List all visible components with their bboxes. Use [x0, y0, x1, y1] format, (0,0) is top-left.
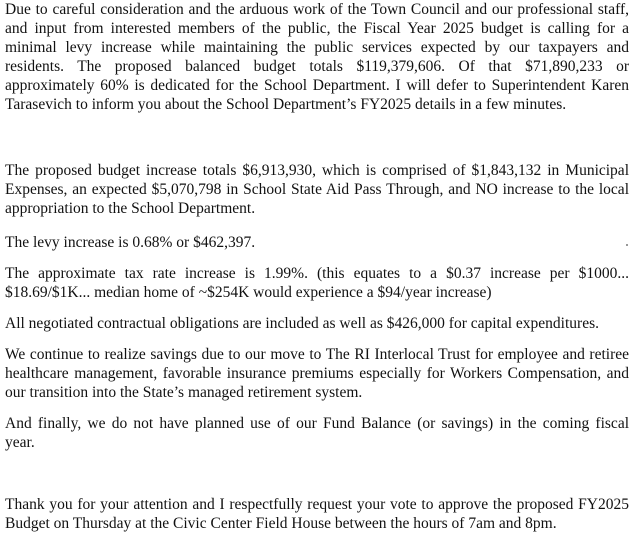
paragraph-contractual-obligations — [5, 314, 629, 333]
text-line: our transition into the State’s managed retirement system. — [5, 384, 363, 401]
text-line: Tarasevich to inform you about the School Department’s FY2025 details in a few minutes. — [5, 96, 567, 113]
text-line: And finally, we do not have planned use of our Fund Balance (or savings) in the coming fiscal — [5, 415, 629, 432]
paragraph-budget-overview — [5, 0, 629, 114]
text-line: Expenses, an expected $5,070,798 in School State Aid Pass Through, and NO increase to the local — [5, 181, 629, 198]
text-line: year. — [5, 434, 35, 451]
paragraph-tax-rate — [5, 264, 629, 302]
text-line: The proposed budget increase totals $6,913,930, which is comprised of $1,843,132 in Municipal — [5, 162, 629, 179]
paragraph-levy-increase — [5, 233, 629, 252]
text-line: All negotiated contractual obligations are included as well as $426,000 for capital expenditures. — [5, 315, 599, 332]
text-line: Due to careful consideration and the arduous work of the Town Council and our professional staff, — [5, 1, 629, 18]
text-line: The approximate tax rate increase is 1.99%. (this equates to a $0.37 increase per $1000... — [5, 265, 629, 282]
paragraph-savings — [5, 345, 629, 402]
scan-speck — [626, 244, 628, 246]
text-line: The levy increase is 0.68% or $462,397. — [5, 234, 256, 251]
text-line: healthcare management, favorable insurance premiums especially for Workers Compensation, and — [5, 365, 629, 382]
text-line: $18.69/$1K... median home of ~$254K would experience a $94/year increase) — [5, 284, 492, 301]
text-line: approximately 60% is dedicated for the School Department. I will defer to Superintendent Karen — [5, 77, 629, 94]
text-line: and input from interested members of the public, the Fiscal Year 2025 budget is calling for a — [5, 20, 629, 37]
paragraph-budget-increase — [5, 161, 629, 218]
text-line: appropriation to the School Department. — [5, 200, 256, 217]
paragraph-fund-balance — [5, 414, 629, 452]
paragraph-closing-request — [5, 495, 629, 533]
text-line: Budget on Thursday at the Civic Center Field House between the hours of 7am and 8pm. — [5, 515, 557, 532]
text-line: residents. The proposed balanced budget totals $119,379,606. Of that $71,890,233 or — [5, 58, 629, 75]
text-line: We continue to realize savings due to our move to The RI Interlocal Trust for employee and retiree — [5, 346, 629, 363]
text-line: minimal levy increase while maintaining the public services expected by our taxpayers and — [5, 39, 629, 56]
text-line: Thank you for your attention and I respectfully request your vote to approve the proposed FY2025 — [5, 496, 629, 513]
